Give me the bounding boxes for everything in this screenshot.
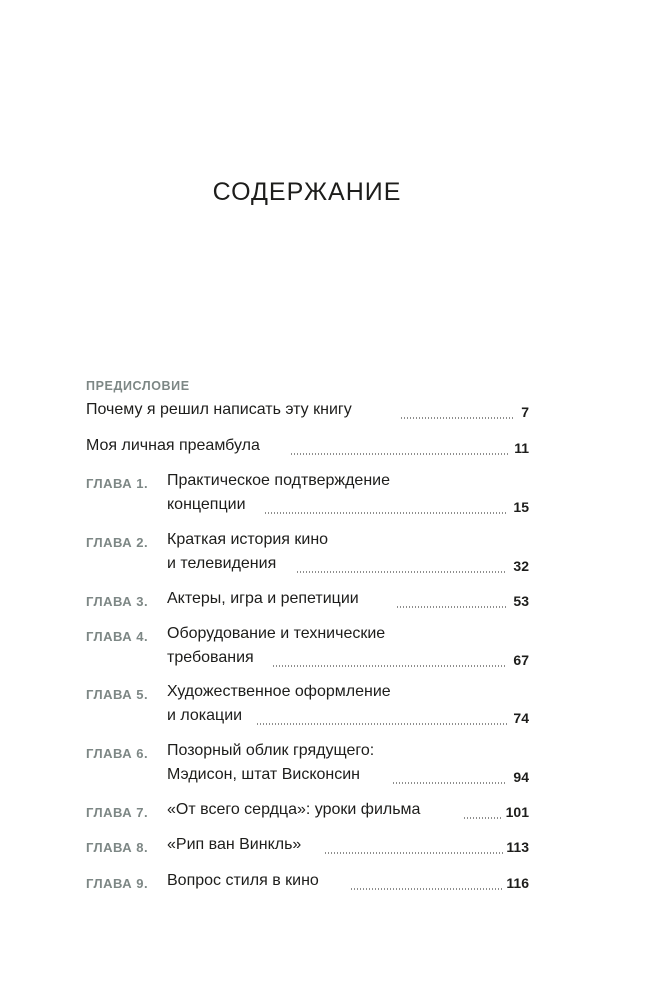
chapter-label: ГЛАВА 5. xyxy=(86,687,149,702)
dot-leader xyxy=(272,665,506,667)
preface-heading: ПРЕДИСЛОВИЕ xyxy=(86,379,190,393)
toc-page-number: 94 xyxy=(513,769,529,785)
toc-page-number: 67 xyxy=(513,652,529,668)
page-title: СОДЕРЖАНИЕ xyxy=(212,178,402,206)
chapter-title-line: «Рип ван Винкль» xyxy=(167,836,302,853)
toc-page-number: 74 xyxy=(513,710,529,726)
chapter-label: ГЛАВА 1. xyxy=(86,476,149,491)
chapter-label: ГЛАВА 2. xyxy=(86,535,149,550)
chapter-label: ГЛАВА 7. xyxy=(86,805,149,820)
chapter-title-line: и телевидения xyxy=(167,555,277,572)
toc-entry-title: Почему я решил написать эту книгу xyxy=(86,401,352,418)
chapter-title-line: Практическое подтверждение xyxy=(167,472,390,489)
chapter-title-line: Актеры, игра и репетиции xyxy=(167,590,359,607)
chapter-title-line: Позорный облик грядущего: xyxy=(167,742,375,759)
dot-leader xyxy=(396,606,506,608)
dot-leader xyxy=(290,453,510,455)
toc-page-number: 15 xyxy=(513,499,529,515)
toc-entry-title: Моя личная преамбула xyxy=(86,437,260,454)
dot-leader xyxy=(392,782,506,784)
toc-page-number: 101 xyxy=(505,804,529,820)
chapter-label: ГЛАВА 8. xyxy=(86,840,149,855)
toc-page-number: 32 xyxy=(513,558,529,574)
chapter-title-line: и локации xyxy=(167,707,243,724)
toc-page-number: 116 xyxy=(506,875,529,891)
toc-page-number: 53 xyxy=(513,593,529,609)
dot-leader xyxy=(264,512,508,514)
chapter-title-line: Мэдисон, штат Висконсин xyxy=(167,766,360,783)
chapter-label: ГЛАВА 4. xyxy=(86,629,149,644)
chapter-title-line: требования xyxy=(167,649,254,666)
chapter-label: ГЛАВА 3. xyxy=(86,594,149,609)
chapter-title-line: концепции xyxy=(167,496,246,513)
dot-leader xyxy=(463,817,503,819)
dot-leader xyxy=(296,571,506,573)
chapter-label: ГЛАВА 9. xyxy=(86,876,149,891)
dot-leader xyxy=(256,723,508,725)
chapter-label: ГЛАВА 6. xyxy=(86,746,149,761)
chapter-title-line: Вопрос стиля в кино xyxy=(167,872,319,889)
dot-leader xyxy=(400,417,514,419)
dot-leader xyxy=(324,852,504,854)
chapter-title-line: Оборудование и технические xyxy=(167,625,386,642)
dot-leader xyxy=(350,888,504,890)
toc-page-number: 113 xyxy=(506,839,529,855)
toc-page-number: 7 xyxy=(521,404,529,420)
chapter-title-line: Краткая история кино xyxy=(167,531,329,548)
toc-page-number: 11 xyxy=(514,440,529,456)
chapter-title-line: Художественное оформление xyxy=(167,683,391,700)
chapter-title-line: «От всего сердца»: уроки фильма xyxy=(167,801,421,818)
